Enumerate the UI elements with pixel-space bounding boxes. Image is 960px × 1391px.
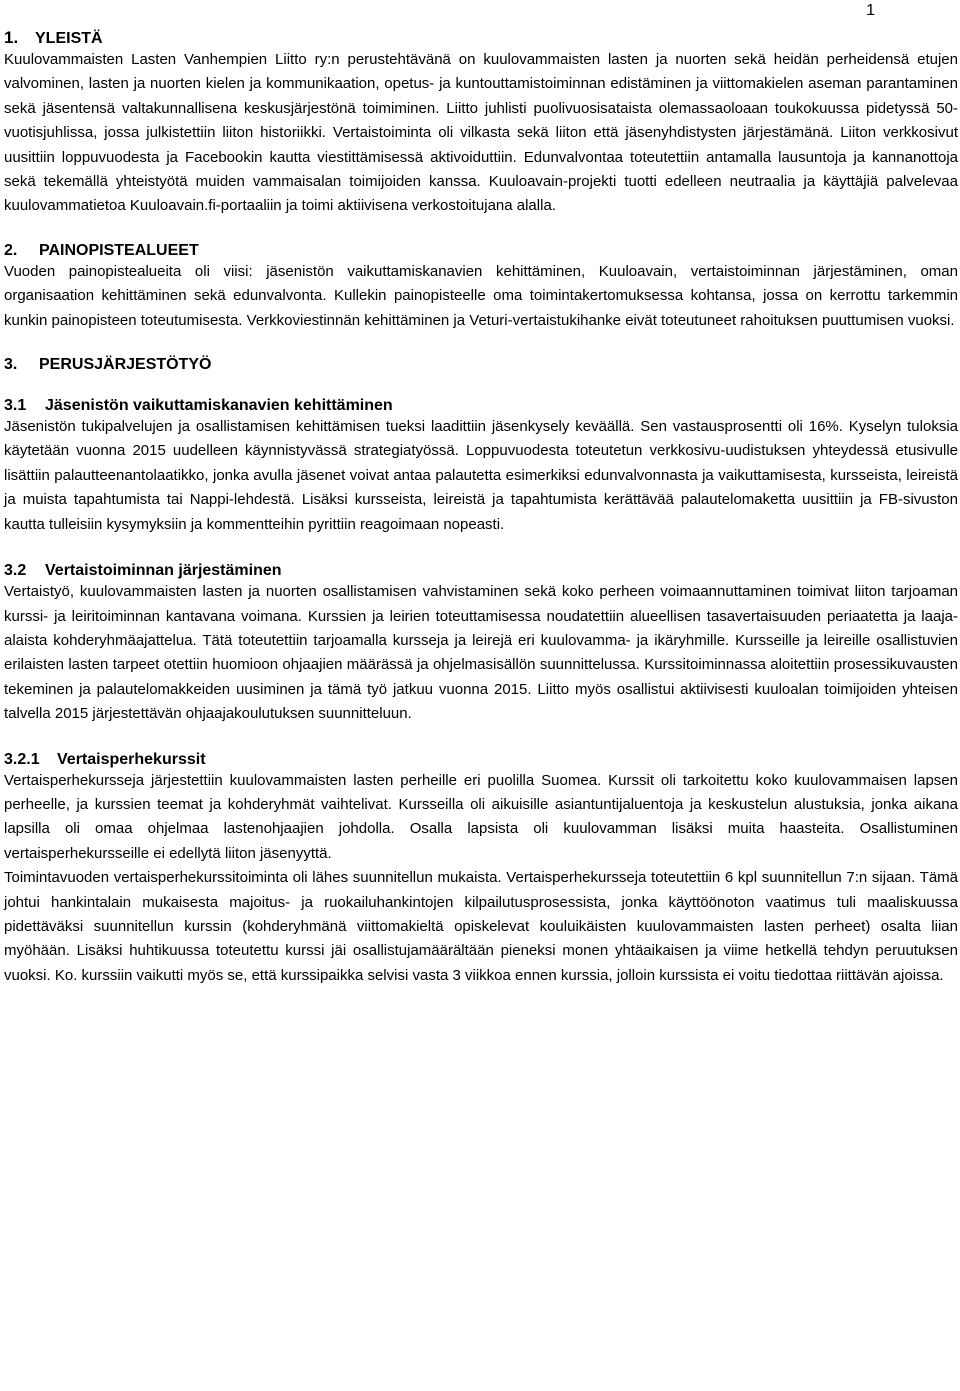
section-title: Jäsenistön vaikuttamiskanavien kehittäminen: [45, 397, 393, 415]
subsection-heading-jasenisto: [4, 397, 958, 415]
subsection-heading-vertaisperhekurssit: [4, 751, 958, 769]
section-number: 3.2.1: [4, 750, 40, 768]
section-number: 2.: [4, 241, 18, 259]
page-number: 1: [866, 2, 875, 19]
section-title: PAINOPISTEALUEET: [39, 241, 199, 259]
section-heading-yleista: [4, 29, 958, 48]
section-number: 1.: [4, 28, 19, 47]
section-number: 3.1: [4, 397, 27, 415]
paragraph-vertaisperhekurssit-1: Vertaisperhekursseja järjestettiin kuulovammaisten lasten perheille eri puolilla Suomea. Kurssit oli tarkoitettu koko kuulovammaisen lapsen perheelle, ja kurssien teemat ja kohderyhmät vaihtelivat. Kursseilla oli aikuisille asiantuntijaluentoja ja keskustelun alustuksia, jonka aikana lapsilla oli omaa ohjelmaa lastenohjaajien johdolla. Osalla lapsista oli kuulovamman lisäksi muita haasteita. Osallistuminen vertaisperhekursseille ei edellytä liiton jäsenyyttä.: [4, 771, 958, 862]
section-heading-painopistealueet: [4, 242, 958, 260]
paragraph-vertaistoiminta: Vertaistyö, kuulovammaisten lasten ja nuorten osallistamisen vahvistaminen sekä koko perheen voimaannuttaminen toimivat liiton tarjoaman kurssi- ja leiritoiminnan kantavana voimana. Kurssien ja leirien toteuttamisessa noudatettiin alueellisen tasavertaisuuden periaatetta ja laaja-alaista kohderyhmäajattelua. Tätä toteutettiin tarjoamalla kursseja ja leirejä eri kuulovamma- ja ikäryhmille. Kursseille ja leireille osallistuvien erilaisten lasten tarpeet otettiin huomioon ohjaajien määrässä ja ohjelmasisällön suunnittelussa. Kurssitoiminnassa aloitettiin prosessikuvausten tekeminen ja palautelomakkeiden uusiminen ja tämä työ jatkuu vuonna 2015. Liitto myös osallistui aktiivisesti kuuloalan toimijoiden yhteisen talvella 2015 järjestettävän ohjaajakoulutuksen suunnitteluun.: [4, 583, 958, 723]
paragraph-yleista: Kuulovammaisten Lasten Vanhempien Liitto ry:n perustehtävänä on kuulovammaisten lasten ja nuorten sekä heidän perheidensä etujen valvominen, lasten ja nuorten kielen ja kommunikaation, opetus- ja kuntouttamistoiminnan edistäminen ja viittomakielen aseman parantaminen sekä jäsentensä valtakunnallisena keskusjärjestönä toimiminen. Liitto juhlisti puolivuosisataista olemassaoloaan toukokuussa pidetyssä 50-vuotisjuhlissa, jossa julkistettiin liiton historiikki. Vertaistoiminta oli vilkasta sekä liiton että jäsenyhdistysten järjestämänä. Liiton verkkosivut uusittiin loppuvuodesta ja Facebookin kautta viestittämisessä aktivoiduttiin. Edunvalvontaa toteutettiin antamalla lausuntoja ja kannanottoja sekä tekemällä yhteistyötä muiden vammaisalan toimijoiden kanssa. Kuuloavain-projekti tuotti edelleen neutraalia ja käyttäjiä palvelevaa kuulovammatietoa Kuuloavain.fi-portaaliin ja toimi aktiivisena verkostoitujana alalla.: [4, 51, 958, 215]
section-title: PERUSJÄRJESTÖTYÖ: [39, 356, 212, 374]
document-content: [4, 0, 958, 988]
paragraph-jasenisto: Jäsenistön tukipalvelujen ja osallistamisen kehittämisen tueksi laadittiin jäsenkysely keväällä. Sen vastausprosentti oli 16%. Kyselyn tuloksia käytetään vuonna 2015 uudelleen käynnistyvässä strategiatyössä. Loppuvuodesta toteutetun verkkosivu-uudistuksen yhteydessä etusivulle lisättiin palautteenantolaatikko, jonka avulla jäsenet voivat antaa palautetta esimerkiksi edunvalvonnasta ja vaikuttamisesta, kursseista, leireistä ja muista tapahtumista tai Nappi-lehdestä. Lisäksi kursseista, leireistä ja tapahtumista kerättävää palautelomaketta uusittiin ja FB-sivuston kautta tulleisiin kysymyksiin ja kommentteihin pyrittiin reagoimaan nopeasti.: [4, 418, 958, 533]
section-title: YLEISTÄ: [35, 30, 103, 47]
section-title: Vertaisperhekurssit: [57, 750, 206, 768]
section-title: Vertaistoiminnan järjestäminen: [45, 562, 282, 580]
section-heading-perusjarjestotyo: [4, 356, 958, 374]
section-number: 3.2: [4, 562, 27, 580]
paragraph-painopistealueet: Vuoden painopistealueita oli viisi: jäsenistön vaikuttamiskanavien kehittäminen, Kuuloavain, vertaistoiminnan järjestäminen, oman organisaation kehittäminen sekä edunvalvonta. Kullekin painopisteelle oma toimintakertomuksessa kohtansa, jossa on kerrottu tarkemmin kunkin painopisteen toteutumisesta. Verkkoviestinnän kehittäminen ja Veturi-vertaistukihanke eivät toteutuneet rahoituksen puuttumisen vuoksi.: [4, 262, 958, 329]
section-number: 3.: [4, 356, 18, 374]
paragraph-vertaisperhekurssit-2: Toimintavuoden vertaisperhekurssitoiminta oli lähes suunnitellun mukaista. Vertaisperhekursseja toteutettiin 6 kpl suunnitellun 7:n sijaan. Tämä johtui hankintalain mukaisesta majoitus- ja ruokailuhankintojen kilpailutusprosessista, jonka käyttöönoton vaatimus tuli maaliskuussa pidettäväksi suunnitellun kurssin (kohderyhmänä viittomakieltä opiskelevat kouluikäisten kuulovammaisten lasten perheet) osalta liian myöhään. Lisäksi huhtikuussa toteutettu kurssi jäi osallistujamäärältään pieneksi monen yhtäaikaisen ja viime hetkellä tehdyn peruutuksen vuoksi. Ko. kurssiin vaikutti myös se, että kurssipaikka selvisi vasta 3 viikkoa ennen kurssia, jolloin kurssista ei voitu tiedottaa riittävän ajoissa.: [4, 869, 958, 984]
subsection-heading-vertaistoiminta: [4, 562, 958, 580]
